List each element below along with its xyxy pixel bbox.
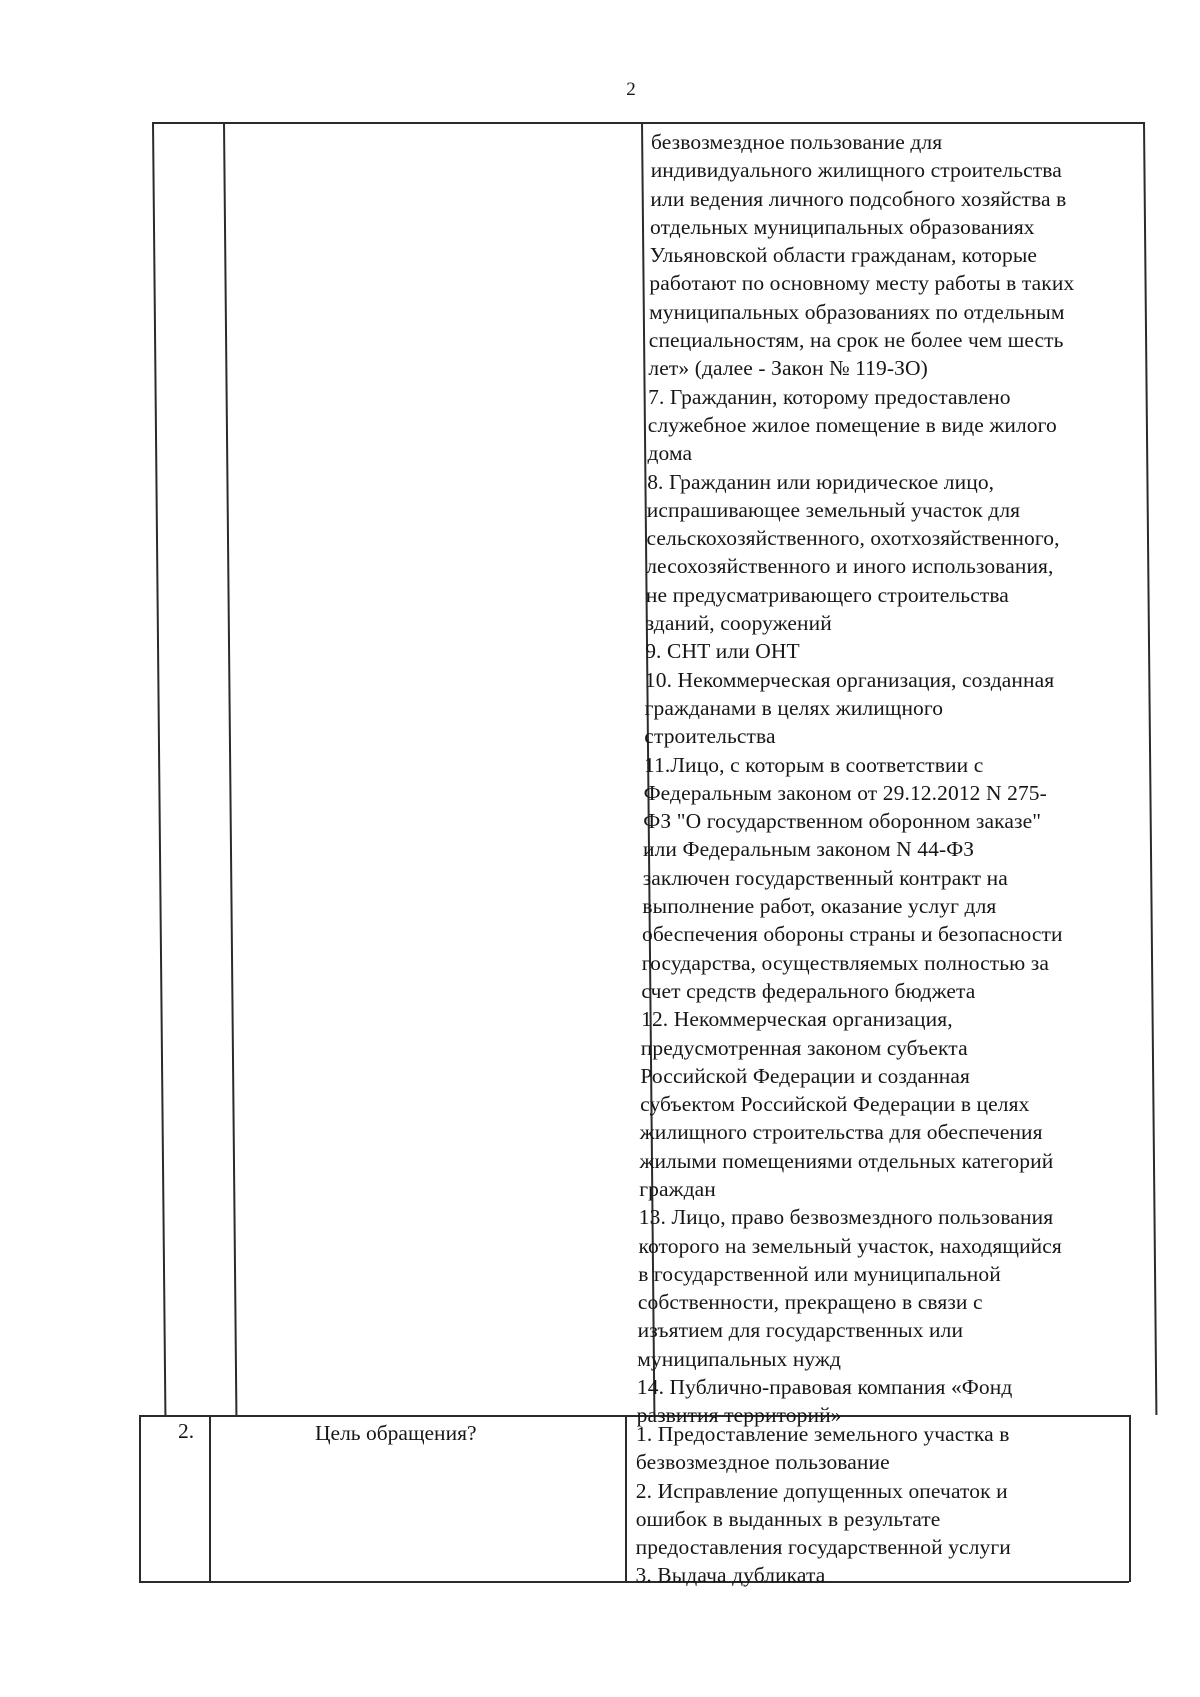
text-line: испрашивающее земельный участок для xyxy=(646,497,1021,522)
text-line: 2. Исправление допущенных опечаток и xyxy=(635,1478,1008,1503)
text-line: ошибок в выданных в результате xyxy=(635,1506,941,1531)
text-line: муниципальных нужд xyxy=(637,1346,841,1371)
text-line: заключен государственный контракт на xyxy=(642,865,1008,890)
text-line: или ведения личного подсобного хозяйства в xyxy=(650,186,1067,211)
text-line: граждан xyxy=(639,1176,716,1201)
text-line: 12. Некоммерческая организация, xyxy=(641,1007,953,1032)
row-2-answer-cell xyxy=(636,1420,1011,1590)
text-line: дома xyxy=(647,441,693,466)
text-line: выполнение работ, оказание услуг для xyxy=(642,894,997,919)
text-line: предусмотренная законом субъекта xyxy=(640,1035,968,1060)
text-line: строительства xyxy=(644,724,776,749)
column-divider-2-lower xyxy=(625,1415,627,1582)
text-line: развития территорий» xyxy=(636,1403,842,1428)
text-line: лет» (далее - Закон № 119-ЗО) xyxy=(648,356,928,381)
text-line: ФЗ "О государственном оборонном заказе" xyxy=(643,809,1042,834)
text-line: 7. Гражданин, которому предоставлено xyxy=(648,384,1011,409)
text-line: индивидуального жилищного строительства xyxy=(650,158,1062,183)
row-2-number: 2. xyxy=(178,1419,195,1443)
table-border-right-lower xyxy=(1129,1415,1131,1582)
text-line: 10. Некоммерческая организация, созданная xyxy=(644,667,1055,692)
text-line: жилыми помещениями отдельных категорий xyxy=(639,1148,1054,1173)
continued-answer-cell xyxy=(636,128,1076,1430)
text-line: обеспечения обороны страны и безопасности xyxy=(642,922,1063,947)
text-line: безвозмездное пользование для xyxy=(651,130,943,154)
text-line: в государственной или муниципальной xyxy=(638,1261,1001,1286)
page-number: 2 xyxy=(626,79,636,100)
text-line: работают по основному месту работы в таких xyxy=(649,271,1075,296)
text-line: Ульяновской области гражданам, которые xyxy=(649,243,1038,268)
row-2-question: Цель обращения? xyxy=(315,1421,477,1445)
text-line: предоставления государственной услуги xyxy=(635,1535,1011,1560)
text-line: 9. СНТ или ОНТ xyxy=(645,639,800,664)
text-line: счет средств федерального бюджета xyxy=(641,978,976,1003)
table-border-right xyxy=(1143,122,1157,1415)
text-line: государства, осуществляемых полностью за xyxy=(641,950,1050,975)
text-line: служебное жилое помещение в виде жилого xyxy=(647,412,1057,437)
text-line: 11.Лицо, с которым в соответствии с xyxy=(644,752,984,777)
text-line: которого на земельный участок, находящийся xyxy=(638,1233,1062,1258)
table-border-left-lower xyxy=(139,1415,141,1582)
text-line: 8. Гражданин или юридическое лицо, xyxy=(647,469,995,494)
text-line: 14. Публично-правовая компания «Фонд xyxy=(636,1375,1013,1400)
text-line: гражданами в целях жилищного xyxy=(644,695,944,720)
text-line: муниципальных образованиях по отдельным xyxy=(649,299,1065,324)
table-border-left xyxy=(152,122,166,1415)
text-line: собственности, прекращено в связи с xyxy=(637,1290,983,1315)
text-line: безвозмездное пользование xyxy=(635,1450,890,1475)
text-line: специальностям, на срок не более чем шесть xyxy=(648,328,1064,353)
column-divider-1 xyxy=(223,122,237,1415)
text-line: не предусматривающего строительства xyxy=(645,582,1009,607)
text-line: 1. Предоставление земельного участка в xyxy=(636,1422,1010,1446)
column-divider-1-lower xyxy=(209,1415,211,1582)
table-border-top xyxy=(153,122,1145,124)
text-line: лесохозяйственного и иного использования, xyxy=(646,554,1054,579)
text-line: зданий, сооружений xyxy=(645,611,832,636)
text-line: жилищного строительства для обеспечения xyxy=(639,1120,1043,1145)
text-line: 3. Выдача дубликата xyxy=(635,1563,826,1588)
text-line: субъектом Российской Федерации в целях xyxy=(640,1092,1030,1117)
text-line: или Федеральным законом N 44-ФЗ xyxy=(643,837,975,862)
text-line: Федеральным законом от 29.12.2012 N 275- xyxy=(643,780,1047,805)
text-line: сельскохозяйственного, охотхозяйственного, xyxy=(646,526,1060,551)
text-line: изъятием для государственных или xyxy=(637,1318,964,1343)
text-line: отдельных муниципальных образованиях xyxy=(650,214,1035,239)
text-line: Российской Федерации и созданная xyxy=(640,1063,971,1088)
text-line: 13. Лицо, право безвозмездного пользования xyxy=(638,1205,1054,1230)
